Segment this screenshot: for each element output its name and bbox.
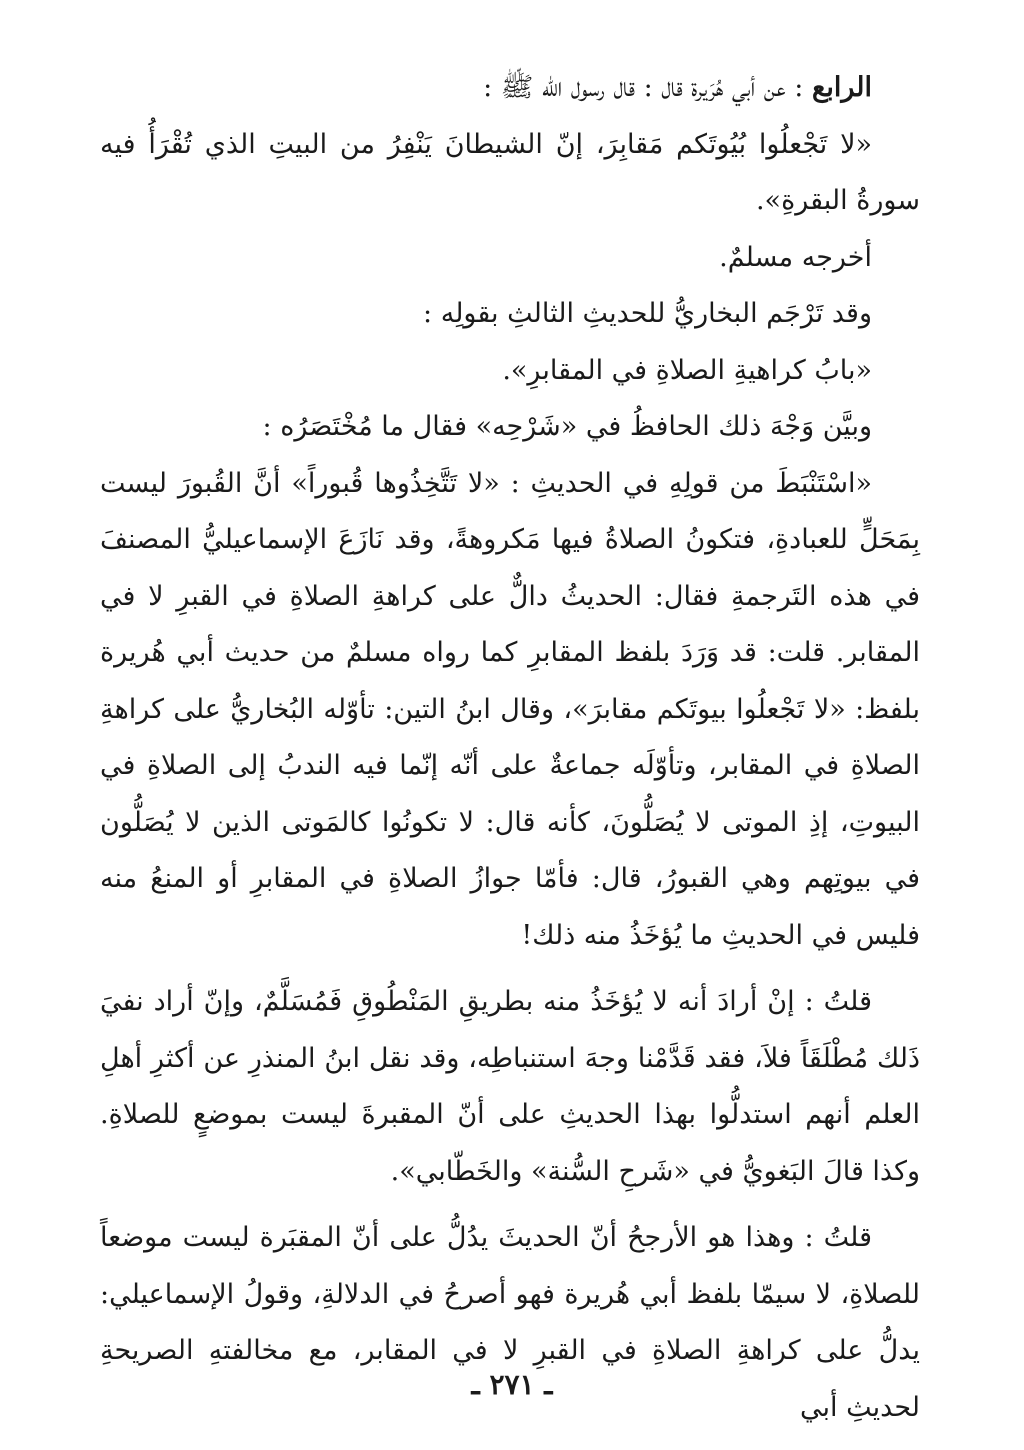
- paragraph-4: وقد تَرْجَم البخاريُّ للحديثِ الثالثِ بقولِه :: [423, 298, 872, 329]
- paragraph-2: «لا تَجْعلُوا بُيُوتَكم مَقابِرَ، إنّ الشيطانَ يَنْفِرُ من البيتِ الذي تُقْرَأُ فيه سورةُ البقرةِ».: [100, 128, 920, 216]
- section-lead: الرابع: [811, 72, 872, 103]
- paragraph-1-text: : عن أبي هُرَيرة قال : قال رسول الله ﷺ :: [483, 72, 812, 103]
- paragraph-3: أخرجه مسلمٌ.: [719, 241, 872, 273]
- page-body: [100, 60, 920, 1436]
- paragraph-8: قلتُ : إنْ أرادَ أنه لا يُؤخَذُ منه بطريقِ المَنْطُوقِ فَمُسَلَّمٌ، وإنّ أراد نفيَ ذَلك مُطْلَقَاً فلاَ، فقد قَدَّمْنا وجهَ استنباطِه، وقد نقل ابنُ المنذرِ عن أكثرِ أهلِ العلم أنهم استدلُّوا بهذا الحديثِ على أنّ المقبرةَ ليست بموضعٍ للصلاةِ. وكذا قالَ البَغويُّ في «شَرحِ السُّنة» والخَطّابي».: [100, 986, 921, 1187]
- paragraph-6: وبيَّن وَجْهَ ذلك الحافظُ في «شَرْحِه» فقال ما مُخْتَصَرُه :: [262, 411, 872, 442]
- paragraph-5: «بابُ كراهيةِ الصلاةِ في المقابرِ».: [502, 354, 872, 386]
- paragraph-1: [100, 60, 920, 117]
- paragraph-7: «اسْتَنْبَطَ من قولِهِ في الحديثِ : «لا تَتَّخِذُوها قُبوراً» أنَّ القُبورَ ليست بِمَحَلٍّ للعبادةِ، فتكونُ الصلاةُ فيها مَكروهةً، وقد نَازَعَ الإسماعيليُّ المصنفَ في هذه التَرجمةِ فقال: الحديثُ دالٌّ على كراهةِ الصلاةِ في القبرِ لا في المقابر. قلت: قد وَرَدَ بلفظ المقابرِ كما رواه مسلمٌ من حديث أبي هُريرة بلفظ: «لا تَجْعلُوا بيوتَكم مقابرَ»، وقال ابنُ التين: تأوّله البُخاريُّ على كراهةِ الصلاةِ في المقابر، وتأوّلَه جماعةٌ على أنّه إنّما فيه الندبُ إلى الصلاةِ في البيوتِ، إذِ الموتى لا يُصَلُّونَ، كأنه قال: لا تكونُوا كالمَوتى الذين لا يُصَلُّون في بيوتِهم وهي القبورُ، قال: فأمّا جوازُ الصلاةِ في المقابرِ أو المنعُ منه فليس في الحديثِ ما يُؤخَذُ منه ذلك!: [100, 467, 920, 951]
- paragraph-9: قلتُ : وهذا هو الأرجحُ أنّ الحديثَ يدُلُّ على أنّ المقبَرة ليست موضعاً للصلاةِ، لا سيمّا بلفظ أبي هُريرة فهو أصرحُ في الدلالةِ، وقولُ الإسماعيلي: يدلُّ على كراهةِ الصلاةِ في القبرِ لا في المقابر، مع مخالفتهِ الصريحةِ لحديثِ أبي: [100, 1222, 920, 1423]
- page-number: ـ ٢٧١ ـ: [471, 1368, 553, 1401]
